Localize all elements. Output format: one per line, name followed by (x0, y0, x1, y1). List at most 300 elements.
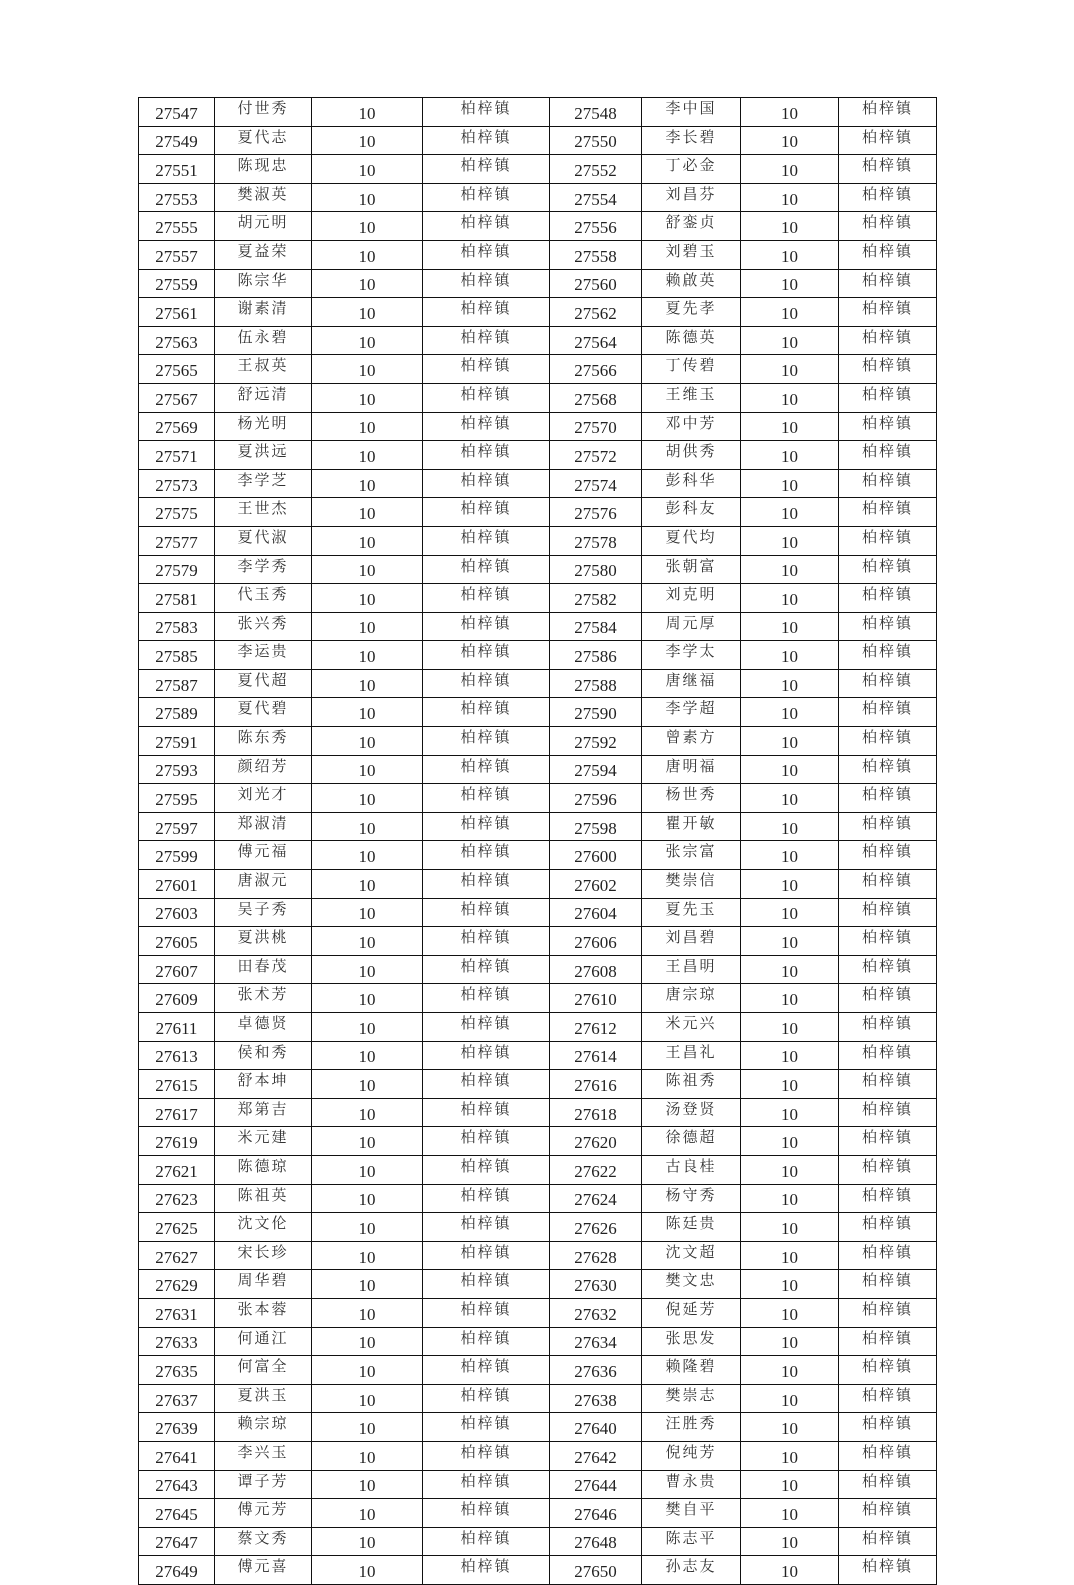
id-cell: 27585 (139, 641, 215, 670)
name-cell: 李学秀 (215, 555, 312, 584)
id-cell: 27595 (139, 784, 215, 813)
amount-cell: 10 (312, 784, 423, 813)
amount-cell: 10 (312, 1356, 423, 1385)
id-cell: 27644 (550, 1470, 642, 1499)
name-cell: 古良桂 (642, 1155, 741, 1184)
table-row (139, 727, 937, 756)
amount-cell: 10 (312, 812, 423, 841)
id-cell: 27556 (550, 212, 642, 241)
id-cell: 27649 (139, 1556, 215, 1585)
table-row (139, 1184, 937, 1213)
table-row (139, 755, 937, 784)
amount-cell: 10 (312, 383, 423, 412)
amount-cell: 10 (741, 1384, 839, 1413)
name-cell: 陈祖英 (215, 1184, 312, 1213)
town-cell: 柏梓镇 (423, 212, 550, 241)
town-cell: 柏梓镇 (839, 641, 937, 670)
town-cell: 柏梓镇 (839, 584, 937, 613)
id-cell: 27580 (550, 555, 642, 584)
amount-cell: 10 (741, 326, 839, 355)
name-cell: 徐德超 (642, 1127, 741, 1156)
amount-cell: 10 (312, 126, 423, 155)
name-cell: 夏代淑 (215, 526, 312, 555)
name-cell: 樊崇信 (642, 870, 741, 899)
town-cell: 柏梓镇 (423, 755, 550, 784)
table-row (139, 526, 937, 555)
name-cell: 夏先孝 (642, 298, 741, 327)
amount-cell: 10 (741, 1070, 839, 1099)
town-cell: 柏梓镇 (839, 812, 937, 841)
id-cell: 27553 (139, 183, 215, 212)
name-cell: 王昌礼 (642, 1041, 741, 1070)
amount-cell: 10 (741, 383, 839, 412)
id-cell: 27597 (139, 812, 215, 841)
name-cell: 米元兴 (642, 1013, 741, 1042)
name-cell: 汤登贤 (642, 1098, 741, 1127)
name-cell: 丁传碧 (642, 355, 741, 384)
town-cell: 柏梓镇 (839, 898, 937, 927)
amount-cell: 10 (312, 641, 423, 670)
amount-cell: 10 (312, 441, 423, 470)
name-cell: 王叔英 (215, 355, 312, 384)
amount-cell: 10 (312, 1241, 423, 1270)
town-cell: 柏梓镇 (423, 155, 550, 184)
id-cell: 27631 (139, 1298, 215, 1327)
town-cell: 柏梓镇 (423, 498, 550, 527)
id-cell: 27604 (550, 898, 642, 927)
amount-cell: 10 (312, 469, 423, 498)
town-cell: 柏梓镇 (839, 1155, 937, 1184)
amount-cell: 10 (312, 1013, 423, 1042)
amount-cell: 10 (741, 1527, 839, 1556)
id-cell: 27587 (139, 669, 215, 698)
name-cell: 刘碧玉 (642, 240, 741, 269)
town-cell: 柏梓镇 (423, 898, 550, 927)
amount-cell: 10 (741, 984, 839, 1013)
table-row (139, 1127, 937, 1156)
name-cell: 刘昌碧 (642, 927, 741, 956)
amount-cell: 10 (741, 355, 839, 384)
name-cell: 傅元芳 (215, 1499, 312, 1528)
id-cell: 27641 (139, 1441, 215, 1470)
name-cell: 胡供秀 (642, 441, 741, 470)
town-cell: 柏梓镇 (423, 727, 550, 756)
name-cell: 傅元福 (215, 841, 312, 870)
town-cell: 柏梓镇 (423, 240, 550, 269)
town-cell: 柏梓镇 (423, 1499, 550, 1528)
table-row (139, 1298, 937, 1327)
town-cell: 柏梓镇 (423, 1184, 550, 1213)
id-cell: 27586 (550, 641, 642, 670)
name-cell: 刘光才 (215, 784, 312, 813)
name-cell: 张术芳 (215, 984, 312, 1013)
town-cell: 柏梓镇 (839, 526, 937, 555)
town-cell: 柏梓镇 (423, 984, 550, 1013)
town-cell: 柏梓镇 (839, 383, 937, 412)
name-cell: 唐淑元 (215, 870, 312, 899)
name-cell: 彭科华 (642, 469, 741, 498)
id-cell: 27584 (550, 612, 642, 641)
name-cell: 李学芝 (215, 469, 312, 498)
table-row (139, 1413, 937, 1442)
name-cell: 彭科友 (642, 498, 741, 527)
name-cell: 颜绍芳 (215, 755, 312, 784)
table-row (139, 1155, 937, 1184)
name-cell: 付世秀 (215, 98, 312, 127)
town-cell: 柏梓镇 (839, 784, 937, 813)
name-cell: 蔡文秀 (215, 1527, 312, 1556)
amount-cell: 10 (312, 412, 423, 441)
town-cell: 柏梓镇 (423, 1013, 550, 1042)
name-cell: 樊文忠 (642, 1270, 741, 1299)
name-cell: 杨世秀 (642, 784, 741, 813)
id-cell: 27592 (550, 727, 642, 756)
name-cell: 樊淑英 (215, 183, 312, 212)
town-cell: 柏梓镇 (839, 555, 937, 584)
id-cell: 27563 (139, 326, 215, 355)
town-cell: 柏梓镇 (839, 1413, 937, 1442)
amount-cell: 10 (312, 269, 423, 298)
town-cell: 柏梓镇 (839, 955, 937, 984)
amount-cell: 10 (741, 1327, 839, 1356)
id-cell: 27575 (139, 498, 215, 527)
town-cell: 柏梓镇 (839, 698, 937, 727)
town-cell: 柏梓镇 (423, 126, 550, 155)
amount-cell: 10 (312, 1270, 423, 1299)
town-cell: 柏梓镇 (423, 1441, 550, 1470)
town-cell: 柏梓镇 (423, 1070, 550, 1099)
amount-cell: 10 (312, 1298, 423, 1327)
town-cell: 柏梓镇 (839, 441, 937, 470)
name-cell: 伍永碧 (215, 326, 312, 355)
amount-cell: 10 (312, 698, 423, 727)
town-cell: 柏梓镇 (423, 1298, 550, 1327)
amount-cell: 10 (741, 1356, 839, 1385)
town-cell: 柏梓镇 (839, 240, 937, 269)
town-cell: 柏梓镇 (839, 1013, 937, 1042)
name-cell: 孙志友 (642, 1556, 741, 1585)
amount-cell: 10 (312, 240, 423, 269)
name-cell: 张本蓉 (215, 1298, 312, 1327)
amount-cell: 10 (741, 612, 839, 641)
amount-cell: 10 (312, 955, 423, 984)
id-cell: 27614 (550, 1041, 642, 1070)
id-cell: 27588 (550, 669, 642, 698)
table-row (139, 1384, 937, 1413)
id-cell: 27547 (139, 98, 215, 127)
town-cell: 柏梓镇 (423, 1098, 550, 1127)
name-cell: 米元建 (215, 1127, 312, 1156)
table-row (139, 612, 937, 641)
amount-cell: 10 (312, 612, 423, 641)
amount-cell: 10 (312, 727, 423, 756)
name-cell: 王昌明 (642, 955, 741, 984)
name-cell: 杨守秀 (642, 1184, 741, 1213)
amount-cell: 10 (312, 1155, 423, 1184)
amount-cell: 10 (741, 898, 839, 927)
amount-cell: 10 (312, 555, 423, 584)
id-cell: 27622 (550, 1155, 642, 1184)
amount-cell: 10 (312, 1327, 423, 1356)
table-row (139, 412, 937, 441)
id-cell: 27612 (550, 1013, 642, 1042)
town-cell: 柏梓镇 (423, 812, 550, 841)
amount-cell: 10 (741, 469, 839, 498)
amount-cell: 10 (312, 755, 423, 784)
table-row (139, 984, 937, 1013)
amount-cell: 10 (312, 355, 423, 384)
town-cell: 柏梓镇 (839, 669, 937, 698)
amount-cell: 10 (741, 955, 839, 984)
name-cell: 舒本坤 (215, 1070, 312, 1099)
table-row (139, 469, 937, 498)
id-cell: 27569 (139, 412, 215, 441)
town-cell: 柏梓镇 (839, 269, 937, 298)
table-row (139, 784, 937, 813)
id-cell: 27551 (139, 155, 215, 184)
id-cell: 27620 (550, 1127, 642, 1156)
id-cell: 27646 (550, 1499, 642, 1528)
town-cell: 柏梓镇 (839, 155, 937, 184)
id-cell: 27576 (550, 498, 642, 527)
amount-cell: 10 (741, 526, 839, 555)
amount-cell: 10 (741, 298, 839, 327)
subsidy-list-table (138, 97, 937, 1585)
name-cell: 杨光明 (215, 412, 312, 441)
id-cell: 27554 (550, 183, 642, 212)
amount-cell: 10 (741, 870, 839, 899)
amount-cell: 10 (741, 498, 839, 527)
table-row (139, 555, 937, 584)
id-cell: 27594 (550, 755, 642, 784)
name-cell: 谢素清 (215, 298, 312, 327)
table-row (139, 383, 937, 412)
name-cell: 夏洪桃 (215, 927, 312, 956)
town-cell: 柏梓镇 (423, 1041, 550, 1070)
amount-cell: 10 (312, 841, 423, 870)
table-row (139, 183, 937, 212)
id-cell: 27577 (139, 526, 215, 555)
amount-cell: 10 (312, 98, 423, 127)
name-cell: 曹永贵 (642, 1470, 741, 1499)
table-row (139, 1070, 937, 1099)
town-cell: 柏梓镇 (839, 98, 937, 127)
name-cell: 何富全 (215, 1356, 312, 1385)
id-cell: 27571 (139, 441, 215, 470)
amount-cell: 10 (312, 1127, 423, 1156)
name-cell: 倪延芳 (642, 1298, 741, 1327)
town-cell: 柏梓镇 (423, 1127, 550, 1156)
amount-cell: 10 (741, 1184, 839, 1213)
name-cell: 卓德贤 (215, 1013, 312, 1042)
name-cell: 夏益荣 (215, 240, 312, 269)
amount-cell: 10 (312, 1527, 423, 1556)
amount-cell: 10 (741, 1127, 839, 1156)
town-cell: 柏梓镇 (839, 412, 937, 441)
table-row (139, 641, 937, 670)
town-cell: 柏梓镇 (839, 1070, 937, 1099)
name-cell: 王世杰 (215, 498, 312, 527)
name-cell: 李学太 (642, 641, 741, 670)
amount-cell: 10 (312, 326, 423, 355)
name-cell: 樊自平 (642, 1499, 741, 1528)
amount-cell: 10 (312, 1556, 423, 1585)
amount-cell: 10 (312, 155, 423, 184)
name-cell: 侯和秀 (215, 1041, 312, 1070)
table-row (139, 441, 937, 470)
town-cell: 柏梓镇 (423, 441, 550, 470)
id-cell: 27599 (139, 841, 215, 870)
id-cell: 27610 (550, 984, 642, 1013)
name-cell: 唐继福 (642, 669, 741, 698)
id-cell: 27642 (550, 1441, 642, 1470)
id-cell: 27600 (550, 841, 642, 870)
name-cell: 田春茂 (215, 955, 312, 984)
amount-cell: 10 (312, 984, 423, 1013)
name-cell: 代玉秀 (215, 584, 312, 613)
id-cell: 27605 (139, 927, 215, 956)
amount-cell: 10 (312, 1470, 423, 1499)
id-cell: 27565 (139, 355, 215, 384)
name-cell: 陈现忠 (215, 155, 312, 184)
town-cell: 柏梓镇 (839, 326, 937, 355)
name-cell: 夏洪远 (215, 441, 312, 470)
town-cell: 柏梓镇 (839, 126, 937, 155)
name-cell: 郑第吉 (215, 1098, 312, 1127)
id-cell: 27583 (139, 612, 215, 641)
town-cell: 柏梓镇 (839, 984, 937, 1013)
amount-cell: 10 (312, 1213, 423, 1242)
amount-cell: 10 (312, 584, 423, 613)
town-cell: 柏梓镇 (839, 183, 937, 212)
town-cell: 柏梓镇 (423, 326, 550, 355)
table-row (139, 498, 937, 527)
town-cell: 柏梓镇 (423, 1470, 550, 1499)
table-row (139, 126, 937, 155)
amount-cell: 10 (312, 870, 423, 899)
amount-cell: 10 (312, 1098, 423, 1127)
town-cell: 柏梓镇 (839, 1184, 937, 1213)
table-row (139, 898, 937, 927)
id-cell: 27637 (139, 1384, 215, 1413)
town-cell: 柏梓镇 (423, 1413, 550, 1442)
town-cell: 柏梓镇 (839, 612, 937, 641)
id-cell: 27629 (139, 1270, 215, 1299)
name-cell: 刘克明 (642, 584, 741, 613)
amount-cell: 10 (741, 584, 839, 613)
id-cell: 27550 (550, 126, 642, 155)
amount-cell: 10 (312, 669, 423, 698)
amount-cell: 10 (741, 1213, 839, 1242)
town-cell: 柏梓镇 (423, 584, 550, 613)
id-cell: 27570 (550, 412, 642, 441)
id-cell: 27616 (550, 1070, 642, 1099)
amount-cell: 10 (741, 1441, 839, 1470)
table-body (139, 98, 937, 1585)
town-cell: 柏梓镇 (839, 1213, 937, 1242)
id-cell: 27555 (139, 212, 215, 241)
name-cell: 唐宗琼 (642, 984, 741, 1013)
table-row (139, 1013, 937, 1042)
id-cell: 27549 (139, 126, 215, 155)
id-cell: 27625 (139, 1213, 215, 1242)
amount-cell: 10 (741, 727, 839, 756)
name-cell: 夏洪玉 (215, 1384, 312, 1413)
amount-cell: 10 (312, 298, 423, 327)
id-cell: 27607 (139, 955, 215, 984)
id-cell: 27635 (139, 1356, 215, 1385)
town-cell: 柏梓镇 (423, 269, 550, 298)
name-cell: 李长碧 (642, 126, 741, 155)
name-cell: 周元厚 (642, 612, 741, 641)
town-cell: 柏梓镇 (423, 1241, 550, 1270)
id-cell: 27579 (139, 555, 215, 584)
amount-cell: 10 (312, 1384, 423, 1413)
amount-cell: 10 (312, 183, 423, 212)
id-cell: 27590 (550, 698, 642, 727)
name-cell: 张宗富 (642, 841, 741, 870)
name-cell: 陈德琼 (215, 1155, 312, 1184)
table-row (139, 1213, 937, 1242)
table-row (139, 1499, 937, 1528)
town-cell: 柏梓镇 (839, 212, 937, 241)
town-cell: 柏梓镇 (423, 1213, 550, 1242)
id-cell: 27611 (139, 1013, 215, 1042)
name-cell: 赖啟英 (642, 269, 741, 298)
id-cell: 27582 (550, 584, 642, 613)
name-cell: 舒銮贞 (642, 212, 741, 241)
table-row (139, 155, 937, 184)
table-row (139, 98, 937, 127)
name-cell: 宋长珍 (215, 1241, 312, 1270)
id-cell: 27628 (550, 1241, 642, 1270)
id-cell: 27639 (139, 1413, 215, 1442)
name-cell: 陈祖秀 (642, 1070, 741, 1099)
town-cell: 柏梓镇 (839, 1470, 937, 1499)
name-cell: 郑淑清 (215, 812, 312, 841)
id-cell: 27568 (550, 383, 642, 412)
town-cell: 柏梓镇 (839, 1327, 937, 1356)
amount-cell: 10 (312, 526, 423, 555)
amount-cell: 10 (741, 1241, 839, 1270)
town-cell: 柏梓镇 (839, 1298, 937, 1327)
id-cell: 27638 (550, 1384, 642, 1413)
amount-cell: 10 (741, 1499, 839, 1528)
amount-cell: 10 (312, 1184, 423, 1213)
town-cell: 柏梓镇 (839, 1384, 937, 1413)
id-cell: 27619 (139, 1127, 215, 1156)
name-cell: 谭子芳 (215, 1470, 312, 1499)
id-cell: 27602 (550, 870, 642, 899)
amount-cell: 10 (741, 1298, 839, 1327)
name-cell: 何通江 (215, 1327, 312, 1356)
id-cell: 27647 (139, 1527, 215, 1556)
town-cell: 柏梓镇 (839, 1556, 937, 1585)
town-cell: 柏梓镇 (423, 355, 550, 384)
id-cell: 27603 (139, 898, 215, 927)
amount-cell: 10 (312, 1413, 423, 1442)
town-cell: 柏梓镇 (423, 669, 550, 698)
table-row (139, 269, 937, 298)
town-cell: 柏梓镇 (839, 1356, 937, 1385)
amount-cell: 10 (741, 269, 839, 298)
table-row (139, 1098, 937, 1127)
amount-cell: 10 (312, 1070, 423, 1099)
name-cell: 夏代碧 (215, 698, 312, 727)
id-cell: 27613 (139, 1041, 215, 1070)
town-cell: 柏梓镇 (839, 1098, 937, 1127)
name-cell: 邓中芳 (642, 412, 741, 441)
